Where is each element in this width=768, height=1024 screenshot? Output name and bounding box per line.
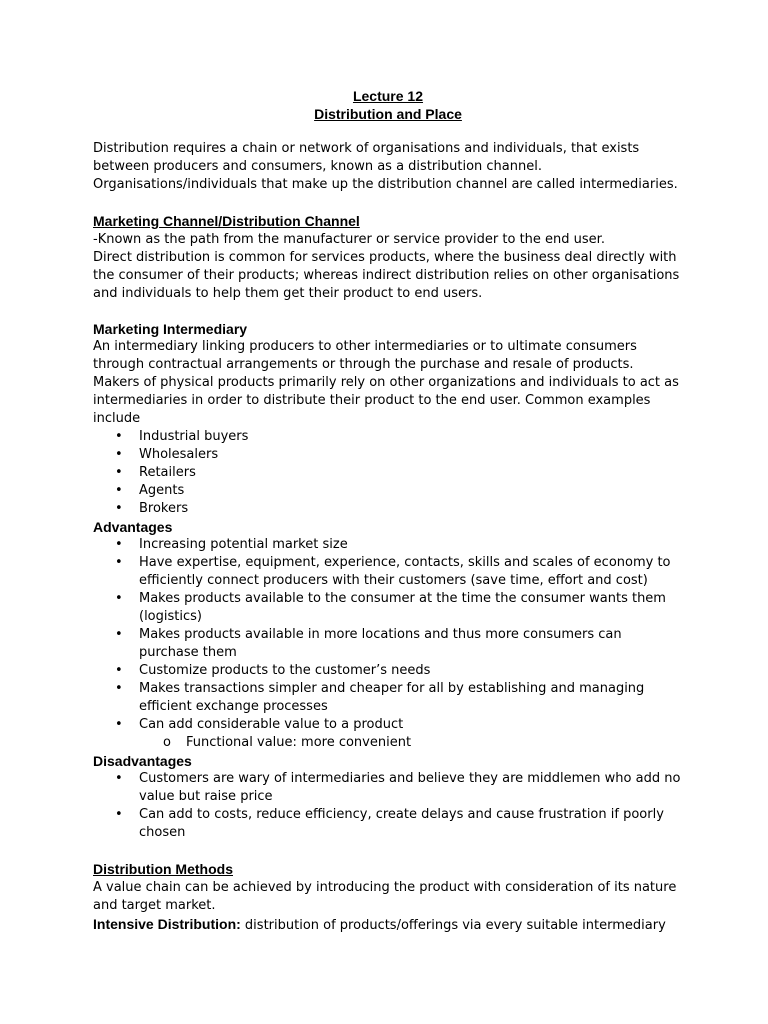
intensive-label: Intensive Distribution: — [93, 916, 241, 932]
disadvantages-heading: Disadvantages — [93, 753, 192, 769]
sub-bullet-icon: o — [163, 735, 171, 750]
bullet-icon: • — [115, 627, 123, 642]
channel-line-1: -Known as the path from the manufacturer or service provider to the end user. — [93, 232, 605, 247]
bullet-icon: • — [115, 501, 123, 516]
advantages-sublist — [93, 734, 683, 752]
bullet-icon: • — [115, 717, 123, 732]
list-item: • Makes transactions simpler and cheaper for all by establishing and managing efficient exchange processes — [115, 681, 645, 714]
disadvantages-list — [93, 770, 683, 842]
methods-paragraph: A value chain can be achieved by introducing the product with consideration of its nature and target market. — [93, 880, 677, 913]
list-item: • Industrial buyers — [115, 429, 249, 444]
bullet-icon: • — [115, 771, 123, 786]
document-content — [93, 87, 683, 935]
list-item: • Makes products available in more locations and thus more consumers can purchase them — [115, 627, 622, 660]
advantages-list — [93, 536, 683, 734]
bullet-icon: • — [115, 555, 123, 570]
channel-heading: Marketing Channel/Distribution Channel — [93, 213, 360, 229]
intermediary-heading: Marketing Intermediary — [93, 321, 248, 337]
list-item: • Agents — [115, 483, 185, 498]
advantages-heading: Advantages — [93, 519, 173, 535]
intensive-distribution — [93, 915, 683, 935]
list-item: • Can add considerable value to a product — [115, 717, 404, 732]
bullet-icon: • — [115, 465, 123, 480]
bullet-icon: • — [115, 447, 123, 462]
bullet-icon: • — [115, 591, 123, 606]
bullet-icon: • — [115, 429, 123, 444]
list-item: • Customers are wary of intermediaries and believe they are middlemen who add no value but raise price — [115, 771, 681, 804]
list-item: • Customize products to the customer’s needs — [115, 663, 431, 678]
list-item: • Makes products available to the consumer at the time the consumer wants them (logistics) — [115, 591, 666, 624]
bullet-icon: • — [115, 681, 123, 696]
sub-list-item: o Functional value: more convenient — [163, 735, 412, 750]
list-item: • Retailers — [115, 465, 196, 480]
bullet-icon: • — [115, 483, 123, 498]
intro-paragraph: Distribution requires a chain or network of organisations and individuals, that exists between producers and consumers, known as a distribution channel. Organisations/individuals that make up the distribution channel are called intermediaries. — [93, 141, 678, 192]
intermediary-examples-list — [93, 428, 683, 518]
bullet-icon: • — [115, 663, 123, 678]
list-item: • Increasing potential market size — [115, 537, 348, 552]
lecture-title: Distribution and Place — [314, 106, 462, 122]
list-item: • Have expertise, equipment, experience, contacts, skills and scales of economy to efficiently connect producers with their customers (save time, effort and cost) — [115, 555, 671, 588]
list-item: • Wholesalers — [115, 447, 219, 462]
channel-line-2: Direct distribution is common for services products, where the business deal directly with the consumer of their products; whereas indirect distribution relies on other organisations and individuals to help them get their product to end users. — [93, 250, 680, 301]
methods-heading: Distribution Methods — [93, 861, 233, 877]
lecture-number: Lecture 12 — [352, 88, 424, 104]
list-item: • Brokers — [115, 501, 189, 516]
intensive-text: distribution of products/offerings via every suitable intermediary — [240, 918, 666, 933]
bullet-icon: • — [115, 537, 123, 552]
intermediary-paragraph: An intermediary linking producers to other intermediaries or to ultimate consumers through contractual arrangements or through the purchase and resale of products. Makers of physical products primarily rely on other organizations and individuals to act as intermediaries in order to distribute their product to the end user. Common examples include — [93, 339, 679, 426]
list-item: • Can add to costs, reduce efficiency, create delays and cause frustration if poorly chosen — [115, 807, 664, 840]
bullet-icon: • — [115, 807, 123, 822]
